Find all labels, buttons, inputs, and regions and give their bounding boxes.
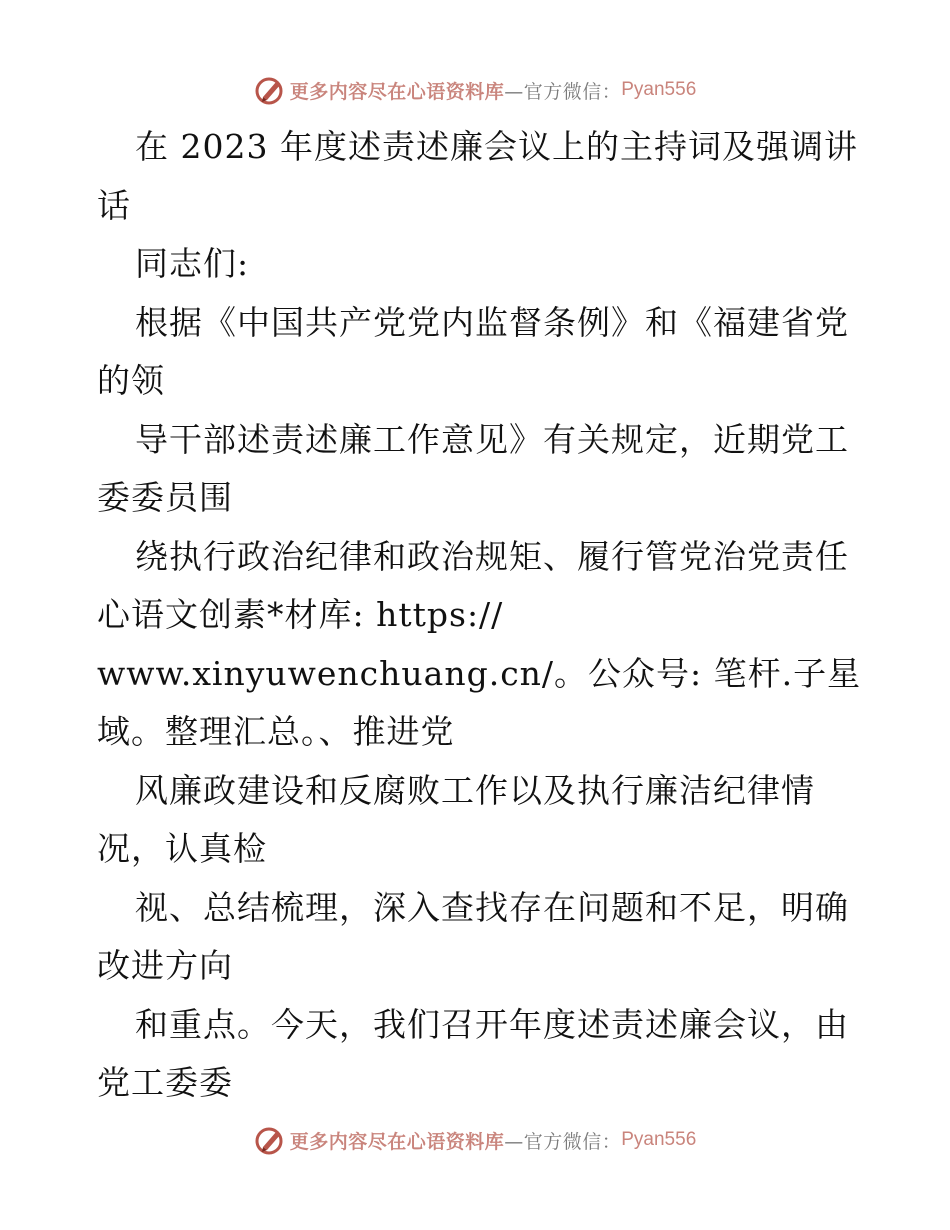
- banner-separator: —官方微信：: [504, 1130, 622, 1153]
- text-line: 视、总结梳理，深入查找存在问题和不足，明确: [135, 887, 849, 927]
- text-line: 风廉政建设和反腐败工作以及执行廉洁纪律情: [135, 770, 815, 810]
- text-line: 同志们:: [135, 244, 250, 283]
- document-body: [97, 118, 887, 1113]
- banner-title: 更多内容尽在心语资料库: [289, 80, 505, 103]
- text-line: 在 2023 年度述责述廉会议上的主持词及强调讲: [135, 127, 858, 166]
- banner-separator: —官方微信：: [504, 80, 622, 103]
- text-line: 话: [97, 185, 131, 225]
- text-line: 和重点。今天，我们召开年度述责述廉会议，由: [135, 1004, 849, 1044]
- text-line: 绕执行政治纪律和政治规矩、履行管党治党责任: [135, 536, 849, 576]
- text-line: 党工委委: [97, 1063, 233, 1102]
- footer-banner: [0, 1120, 950, 1160]
- text-line: 导干部述责述廉工作意见》有关规定，近期党工: [135, 419, 849, 459]
- pen-logo-icon: [254, 74, 286, 106]
- banner-wechat-id: Pyan556: [621, 1129, 697, 1150]
- text-line: 域。整理汇总。、推进党: [97, 712, 455, 751]
- header-banner: [0, 70, 950, 110]
- text-line: 委委员围: [97, 478, 233, 517]
- banner-wechat-id: Pyan556: [621, 79, 697, 100]
- text-line: 况，认真检: [97, 829, 267, 868]
- pen-logo-icon: [254, 1124, 286, 1156]
- text-line: www.xinyuwenchuang.cn/。公众号: 笔杆.子星: [97, 653, 862, 693]
- banner-title: 更多内容尽在心语资料库: [289, 1130, 505, 1153]
- text-line: 改进方向: [97, 946, 233, 985]
- text-line: 的领: [97, 361, 165, 400]
- text-line: 根据《中国共产党党内监督条例》和《福建省党: [135, 302, 849, 342]
- text-line: 心语文创素*材库: https://: [97, 595, 504, 634]
